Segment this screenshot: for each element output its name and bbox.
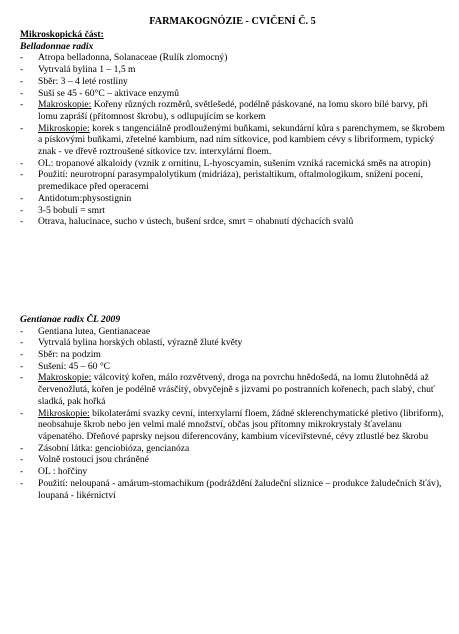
list-item [20, 216, 445, 228]
list-item [20, 337, 445, 349]
bullet-dash: - [20, 216, 24, 228]
bullet-dash: - [20, 75, 24, 87]
item-text: OL : hořčiny [38, 466, 88, 478]
list-item [20, 123, 445, 158]
gentiana-list [20, 326, 445, 502]
list-item [20, 52, 445, 64]
item-text: Antidotum:physostignin [38, 192, 132, 204]
bullet-dash: - [20, 466, 24, 478]
list-item [20, 76, 445, 88]
bullet-dash: - [20, 157, 24, 169]
item-label: Makroskopie: [38, 372, 92, 384]
item-label: Mikroskopie: [38, 407, 90, 419]
bullet-dash: - [20, 442, 24, 454]
item-text: bikolaterámí svazky cevní, interxylarní floem, žádné sklerenchymatické pletivo (libriform), neobsahuje škrob nebo jen velmi malé množství, občas jsou přítomny mikrokrystaly šťavelanu vápenatého. Dřeňové paprsky nejsou diferencovány, kambium víceviřstevné, cévy ztlustlé bez škrobu [38, 407, 444, 442]
list-item [20, 88, 445, 100]
list-item [20, 408, 445, 443]
bullet-dash: - [20, 99, 24, 111]
item-text: Atropa belladonna, Solanaceae (Rulík zlomocný) [38, 52, 228, 64]
list-item [20, 454, 445, 466]
item-text: 3-5 bobulí = smrt [38, 204, 105, 216]
item-text: válcovitý kořen, málo rozvětvený, droga na povrchu hnědošedá, na lomu žlutohnědá až červenožlutá, kořen je podélně vrásčitý, obvyčejně s jizvami po postranních kořenech, pach slabý, chuť sladká, pak hořká [38, 372, 436, 407]
list-item [20, 193, 445, 205]
bullet-dash: - [20, 64, 24, 76]
item-text: Gentiana lutea, Gentianaceae [38, 325, 151, 337]
bullet-dash: - [20, 169, 24, 181]
bullet-dash: - [20, 337, 24, 349]
drug-title-gentiana: Gentianae radix ČL 2009 [20, 313, 121, 325]
bullet-dash: - [20, 477, 24, 489]
section-heading: Mikroskopická část: [20, 29, 104, 40]
list-item [20, 99, 445, 122]
bullet-dash: - [20, 360, 24, 372]
bullet-dash: - [20, 204, 24, 216]
list-item [20, 169, 445, 192]
item-text: Volně rostoucí jsou chráněné [38, 454, 149, 466]
bullet-dash: - [20, 192, 24, 204]
bullet-dash: - [20, 349, 24, 361]
bullet-dash: - [20, 372, 24, 384]
drug-title-belladonna: Belladonnae radix [20, 40, 94, 52]
bullet-dash: - [20, 87, 24, 99]
list-item [20, 372, 445, 407]
item-text: Sběr: 3 – 4 leté rostliny [38, 75, 128, 87]
item-text: Zásobní látka: genciobióza, gencianóza [38, 442, 190, 454]
item-text: Použití: neurotropní parasympalolytikum (midriáza), peristaltikum, oftalmologikum, snížení pocení, premedikace před operacemi [38, 169, 424, 193]
bullet-dash: - [20, 122, 24, 134]
blank-space [20, 228, 445, 314]
item-text: Sběr: na podzim [38, 349, 101, 361]
list-item [20, 443, 445, 455]
item-text: Vytrvalá bylina 1 – 1,5 m [38, 64, 136, 76]
bullet-dash: - [20, 454, 24, 466]
list-item [20, 64, 445, 76]
bullet-dash: - [20, 325, 24, 337]
item-text: Otrava, halucinace, sucho v ústech, bušení srdce, smrt = ohabnutí dýchacích svalů [38, 216, 354, 228]
item-text: Použití: neloupaná - amárum-stomachikum (podráždění žaludeční sliznice – produkce žaludečních šťáv), loupaná - likérnictví [38, 477, 442, 501]
list-item [20, 205, 445, 217]
list-item [20, 349, 445, 361]
list-item [20, 158, 445, 170]
bullet-dash: - [20, 407, 24, 419]
list-item [20, 466, 445, 478]
list-item [20, 478, 445, 501]
bullet-dash: - [20, 52, 24, 64]
item-text: korek s tangenciálně prodlouženými buňkami, sekundární kůra s parenchymem, se škrobem a pískovými buňkami, zřetelné kambium, nad ním sítkovice, pod kambiem cévy s libriformem, typický znak - ve dřevě roztroušené sítkovice tzv. interxylární floem. [38, 122, 445, 158]
belladonna-list [20, 52, 445, 228]
list-item [20, 326, 445, 338]
document-title: FARMAKOGNÓZIE - CVIČENÍ Č. 5 [149, 16, 316, 27]
item-text: Suší se 45 - 60°C – aktivace enzymů [38, 87, 180, 99]
list-item [20, 361, 445, 373]
item-text: OL: tropanové alkaloidy (vznik z ornitinu, L-hyoscyamin, sušením vzniká racemická směs na atropin) [38, 157, 431, 169]
item-text: Sušení: 45 – 60 °C [38, 360, 111, 372]
item-text: Kořeny různých rozměrů, světlešedé, podélně páskované, na lomu skoro bílé barvy, při lomu zapráší (přítomnost škrobu), s odlupujícím se korkem [38, 99, 428, 122]
item-label: Mikroskopie: [38, 122, 90, 134]
item-label: Makroskopie: [38, 99, 92, 111]
item-text: Vytrvalá bylina horských oblastí, výrazně žluté květy [38, 337, 243, 349]
